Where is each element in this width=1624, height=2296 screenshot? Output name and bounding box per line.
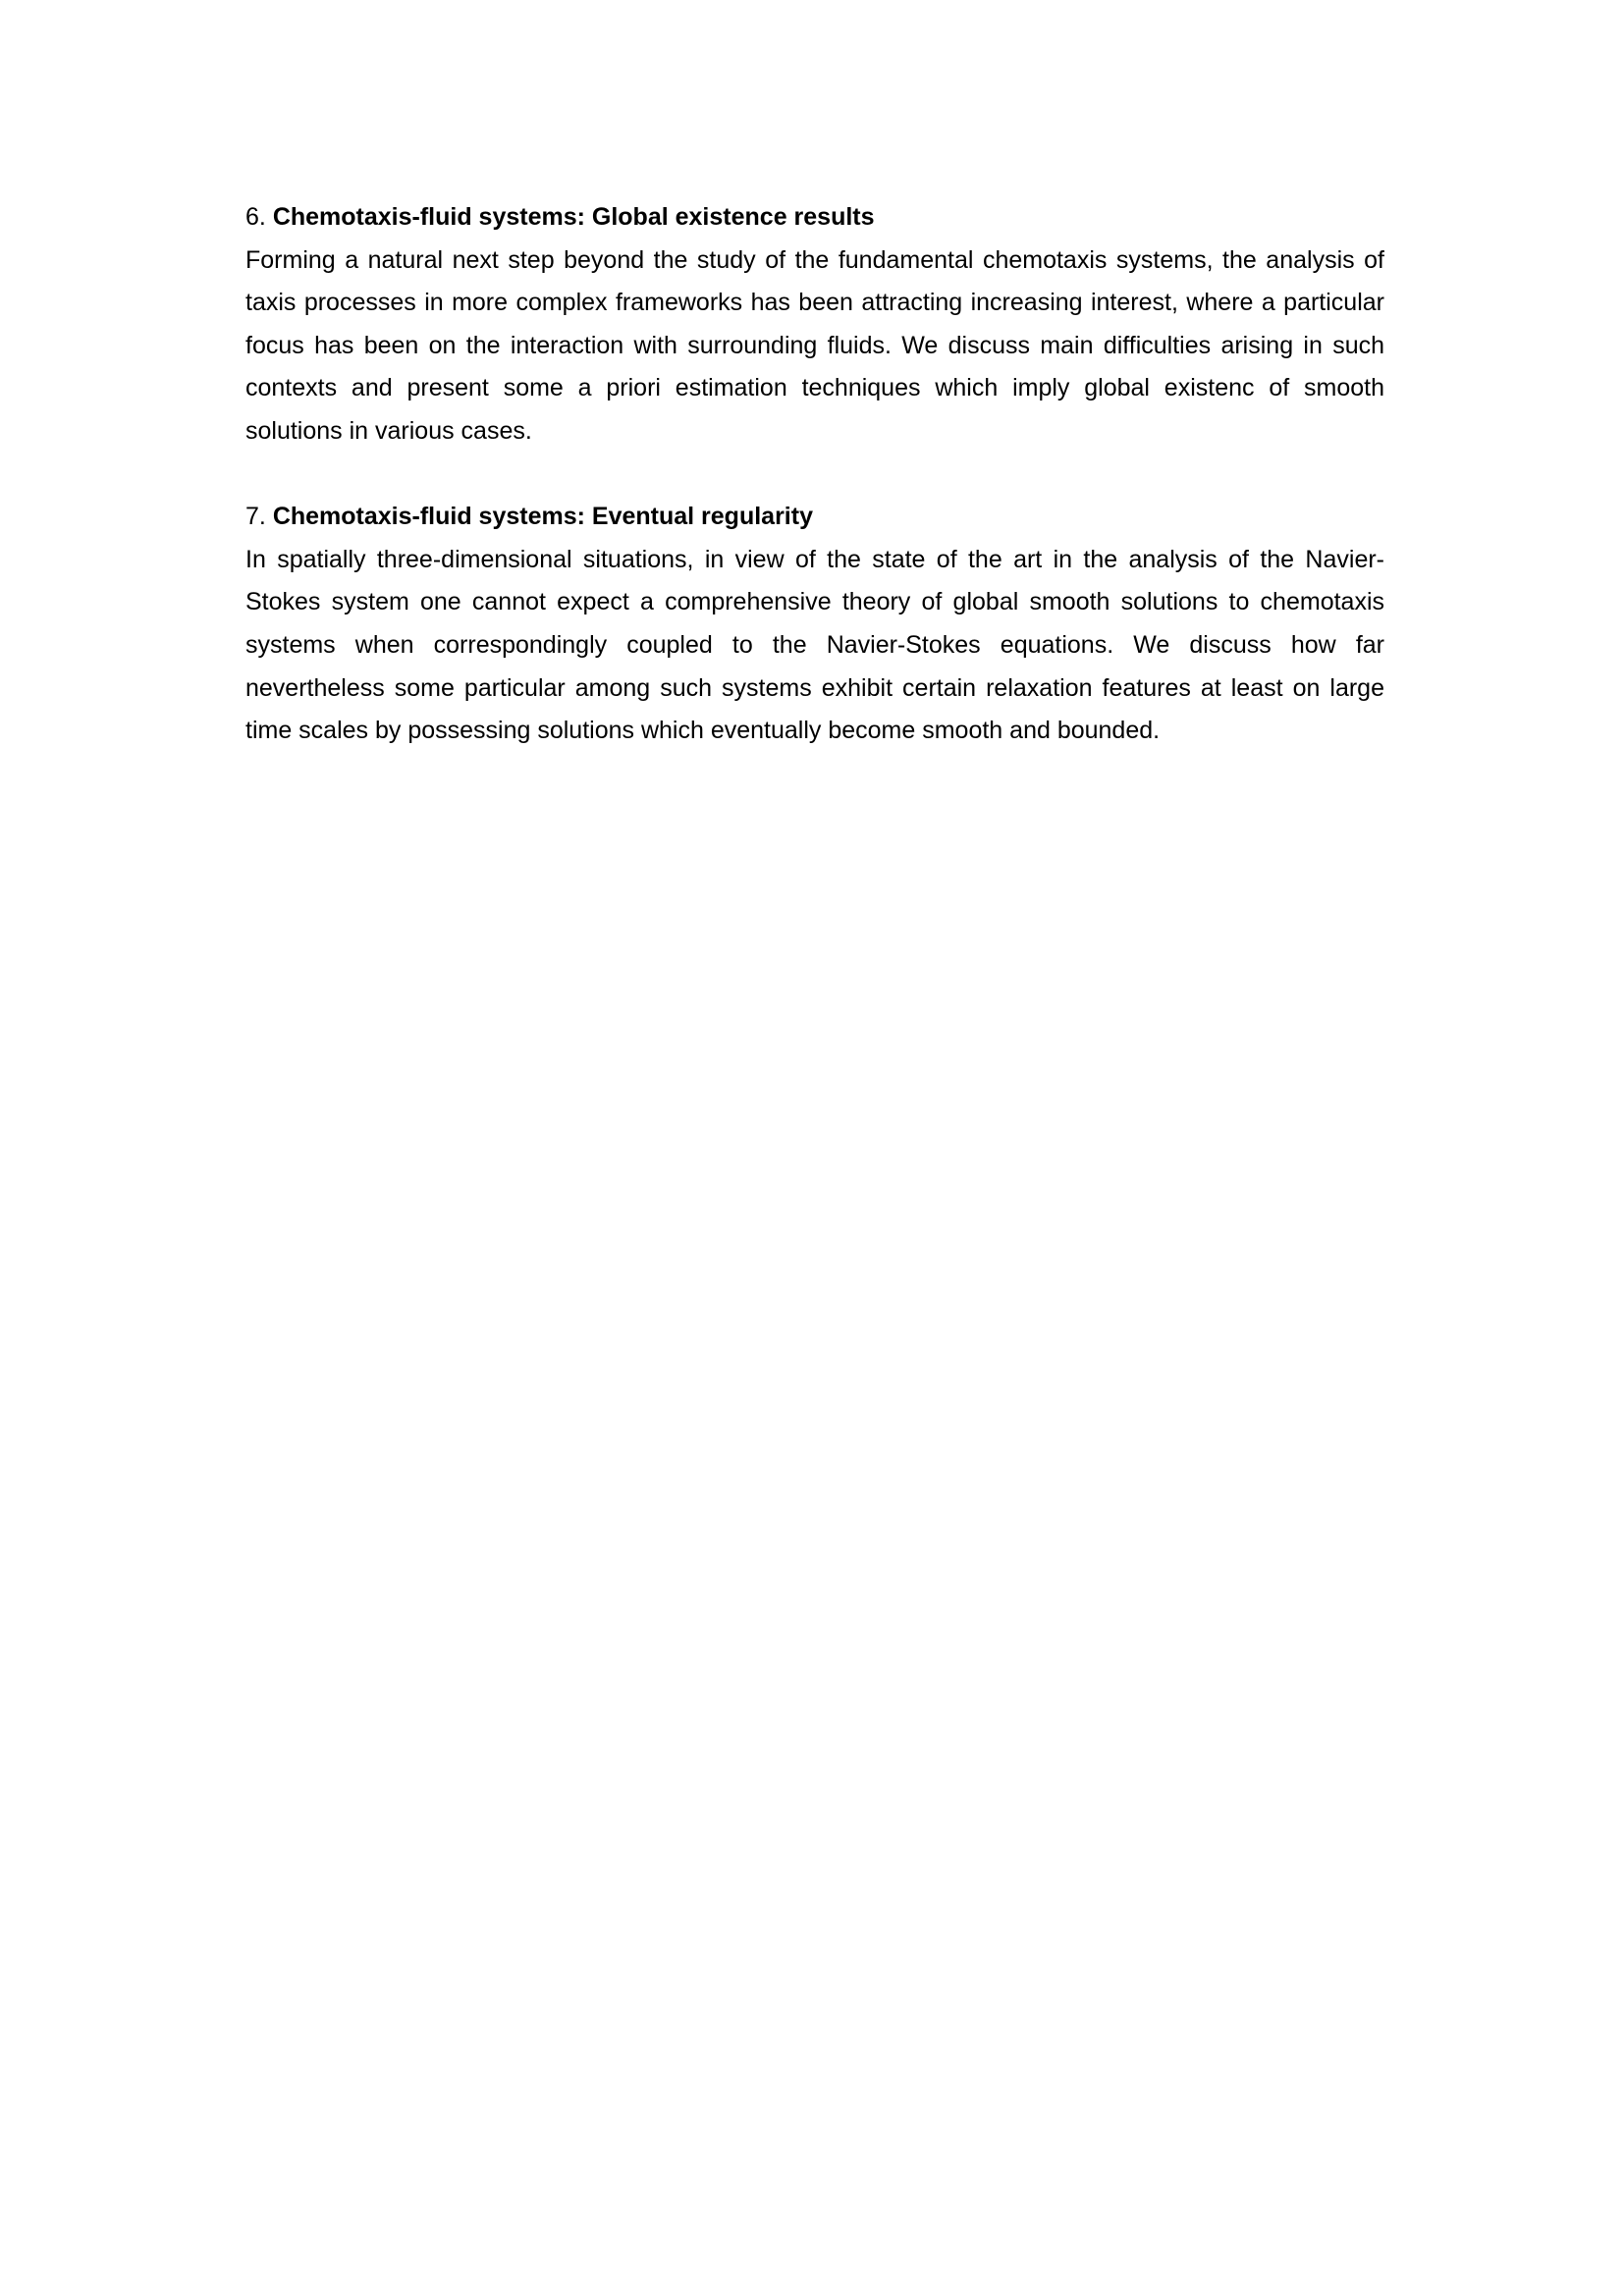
section-heading	[245, 496, 1384, 539]
section-number: 6.	[245, 203, 266, 231]
section-title: Chemotaxis-fluid systems: Global existence results	[272, 203, 875, 231]
section-body: Forming a natural next step beyond the study of the fundamental chemotaxis systems, the analysis of taxis processes in more complex frameworks has been attracting increasing interest, where a particular focus has been on the interaction with surrounding fluids. We discuss main difficulties arising in such contexts and present some a priori estimation techniques which imply global existenc of smooth solutions in various cases.	[245, 245, 1384, 445]
section-6	[245, 196, 1384, 454]
section-7	[245, 496, 1384, 753]
section-body: In spatially three-dimensional situations, in view of the state of the art in the analysis of the Navier-Stokes system one cannot expect a comprehensive theory of global smooth solutions to chemotaxis systems when correspondingly coupled to the Navier-Stokes equations. We discuss how far nevertheless some particular among such systems exhibit certain relaxation features at least on large time scales by possessing solutions which eventually become smooth and bounded.	[245, 545, 1384, 745]
section-heading	[245, 196, 1384, 240]
section-title: Chemotaxis-fluid systems: Eventual regularity	[272, 503, 813, 531]
section-number: 7.	[245, 503, 266, 531]
document-content	[245, 196, 1384, 795]
